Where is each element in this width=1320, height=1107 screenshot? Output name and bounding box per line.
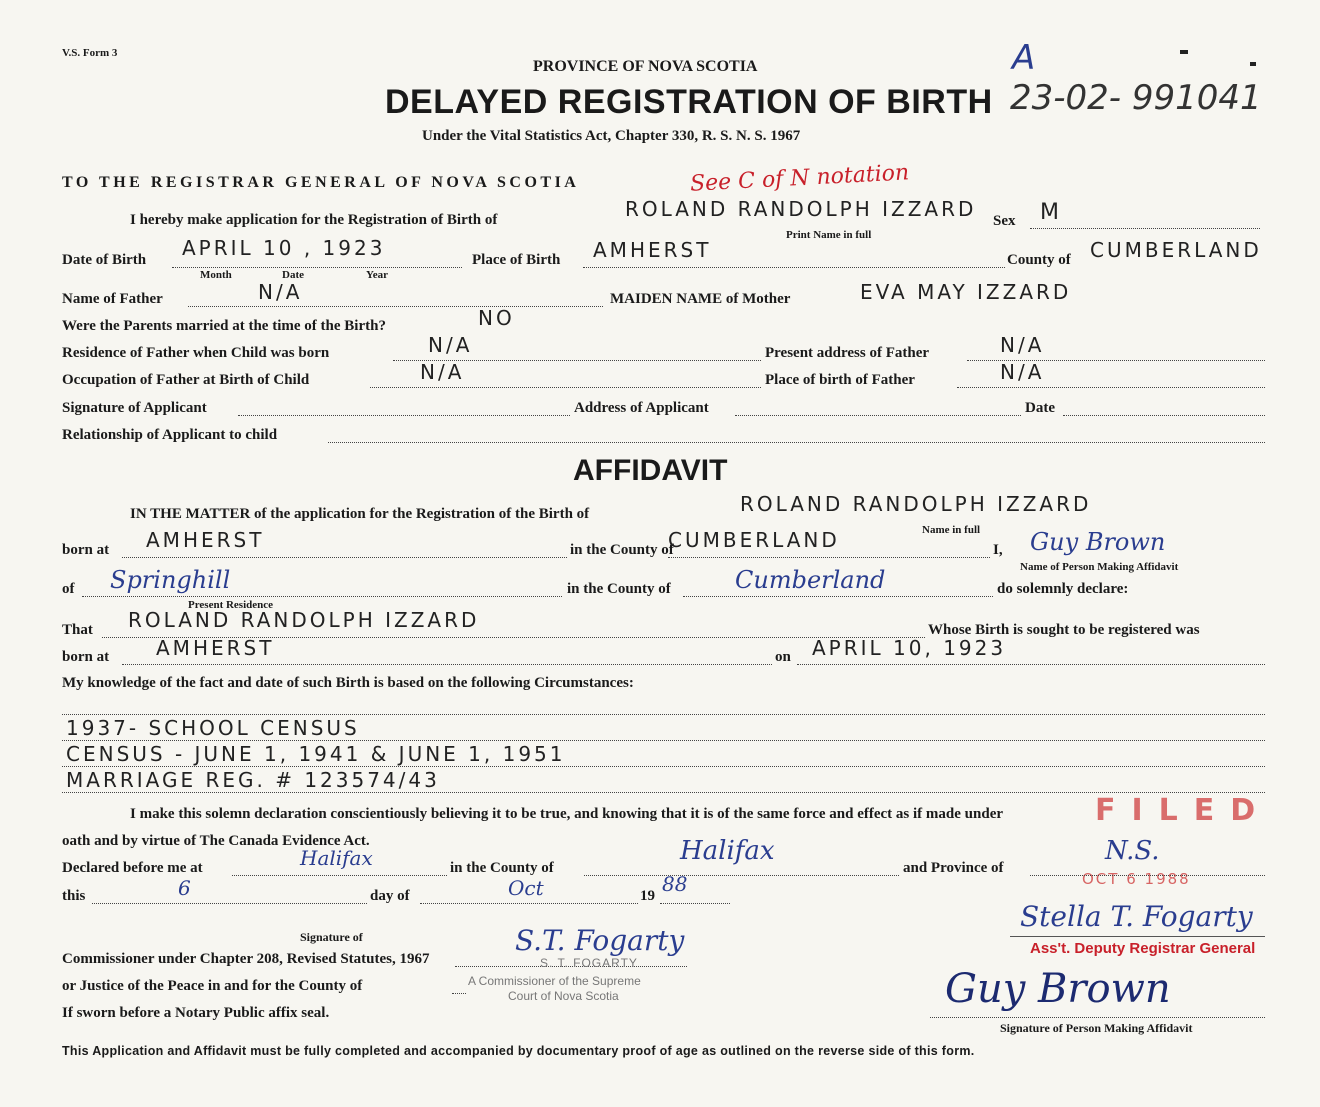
father-occupation-value: N/A [420,360,465,384]
dob-value: APRIL 10 , 1923 [182,236,386,260]
date-label: Date [1025,400,1055,416]
mark-dot [1250,62,1256,66]
in-county-label: in the County of [570,542,674,558]
red-notation: See C of N notation [689,160,910,197]
born-at2-label: born at [62,649,110,665]
present-address-label: Present address of Father [765,345,930,361]
dob-caption-date: Date [282,269,304,281]
of-label: of [62,581,75,597]
affidavit-heading: AFFIDAVIT [573,454,728,487]
footer-note: This Application and Affidavit must be fully completed and accompanied by documentary proof of age as outlined on the reverse side of this form. [62,1044,975,1058]
residence-caption: Present Residence [188,599,274,611]
year-label: 19 [640,888,655,904]
print-name-caption: Print Name in full [786,229,872,241]
this-label: this [62,888,86,904]
dob-caption-month: Month [200,269,232,281]
declarant-signature: Guy Brown [945,966,1171,1012]
residence-value: Springhill [110,566,231,594]
married-value: NO [478,306,515,330]
county-label: County of [1007,252,1071,268]
commissioner-label: Commissioner under Chapter 208, Revised Statutes, 1967 [62,951,430,967]
declared-label: Declared before me at [62,860,203,876]
county2-value: Cumberland [735,566,886,594]
commissioner-signature: S.T. Fogarty [515,924,685,957]
month-value: Oct [508,876,544,900]
applicant-address-label: Address of Applicant [574,400,709,416]
father-value: N/A [258,280,303,304]
applicant-name-value: ROLAND RANDOLPH IZZARD [625,197,977,221]
filed-stamp: FILED [1095,793,1272,828]
application-intro: I hereby make application for the Registration of Birth of [130,212,498,228]
dob-caption-year: Year [366,269,388,281]
affidavit-county-value: CUMBERLAND [668,528,840,552]
page-subtitle: Under the Vital Statistics Act, Chapter 330, R. S. N. S. 1967 [422,128,801,144]
applicant-signature-label: Signature of Applicant [62,400,207,416]
father-residence-value: N/A [428,333,473,357]
relationship-label: Relationship of Applicant to child [62,427,278,443]
born-at-value: AMHERST [146,528,265,552]
notary-label: If sworn before a Notary Public affix seal. [62,1005,330,1021]
oath-text: oath and by virtue of The Canada Evidence Act. [62,833,370,849]
on-label: on [775,649,791,665]
signature-of-caption: Signature of [300,930,363,944]
place-of-birth-label: Place of Birth [472,252,561,268]
married-label: Were the Parents married at the time of the Birth? [62,318,386,334]
registration-number: 23-02- 991041 [1010,78,1262,118]
page-title: DELAYED REGISTRATION OF BIRTH [385,83,993,121]
sex-label: Sex [993,213,1016,229]
born-at-label: born at [62,542,110,558]
whose-birth-label: Whose Birth is sought to be registered was [928,622,1200,638]
county-value: CUMBERLAND [1090,238,1262,262]
province-label: and Province of [903,860,1004,876]
sex-value: M [1040,200,1062,225]
circumstance-2: CENSUS - JUNE 1, 1941 & JUNE 1, 1951 [66,742,566,766]
declared-value: Halifax [300,846,373,870]
registrar-line: TO THE REGISTRAR GENERAL OF NOVA SCOTIA [62,174,580,191]
that-label: That [62,622,93,638]
county3-value: Halifax [680,836,775,866]
filed-date-stamp: OCT 6 1988 [1082,870,1191,888]
in-county3-label: in the County of [450,860,554,876]
circumstance-1: 1937- SCHOOL CENSUS [66,716,360,740]
i-label: I, [993,542,1003,558]
on-value: APRIL 10, 1923 [812,636,1007,660]
dob-label: Date of Birth [62,252,147,268]
declarant-name-value: Guy Brown [1030,528,1166,556]
present-address-value: N/A [1000,333,1045,357]
declare-label: do solemnly declare: [997,581,1129,597]
father-residence-label: Residence of Father when Child was born [62,345,330,361]
declarant-signature-caption: Signature of Person Making Affidavit [1000,1021,1193,1035]
commissioner-stamp-name: S. T. FOGARTY [540,956,638,970]
deputy-signature: Stella T. Fogarty [1020,900,1253,933]
matter-label: IN THE MATTER of the application for the Registration of the Birth of [130,506,590,522]
year-value: 88 [662,872,688,896]
commissioner-stamp-court: Court of Nova Scotia [508,989,619,1003]
registration-mark: A [1012,38,1036,78]
solemn-text: I make this solemn declaration conscientiously believing it to be true, and knowing that it is of the same force and effect as if made under [130,806,1004,822]
province-heading: PROVINCE OF NOVA SCOTIA [533,58,758,75]
day-value: 6 [178,876,191,900]
born-at2-value: AMHERST [156,636,275,660]
name-in-full-caption: Name in full [922,524,981,536]
that-value: ROLAND RANDOLPH IZZARD [128,608,480,632]
justice-label: or Justice of the Peace in and for the County of [62,978,363,994]
father-birthplace-label: Place of birth of Father [765,372,915,388]
place-of-birth-value: AMHERST [593,238,712,262]
mother-value: EVA MAY IZZARD [860,280,1072,304]
deputy-title: Ass't. Deputy Registrar General [1030,940,1256,957]
form-id: V.S. Form 3 [62,47,118,59]
father-occupation-label: Occupation of Father at Birth of Child [62,372,310,388]
declarant-caption: Name of Person Making Affidavit [1020,561,1179,573]
day-label: day of [370,888,410,904]
father-label: Name of Father [62,291,163,307]
mother-label: MAIDEN NAME of Mother [610,291,791,307]
matter-name-value: ROLAND RANDOLPH IZZARD [740,492,1092,516]
province-value: N.S. [1105,836,1160,866]
father-birthplace-value: N/A [1000,360,1045,384]
circumstance-3: MARRIAGE REG. # 123574/43 [66,768,440,792]
knowledge-label: My knowledge of the fact and date of such Birth is based on the following Circumstances: [62,675,634,691]
in-county2-label: in the County of [567,581,671,597]
mark-dot [1180,50,1188,54]
commissioner-stamp-title: A Commissioner of the Supreme [468,974,641,988]
